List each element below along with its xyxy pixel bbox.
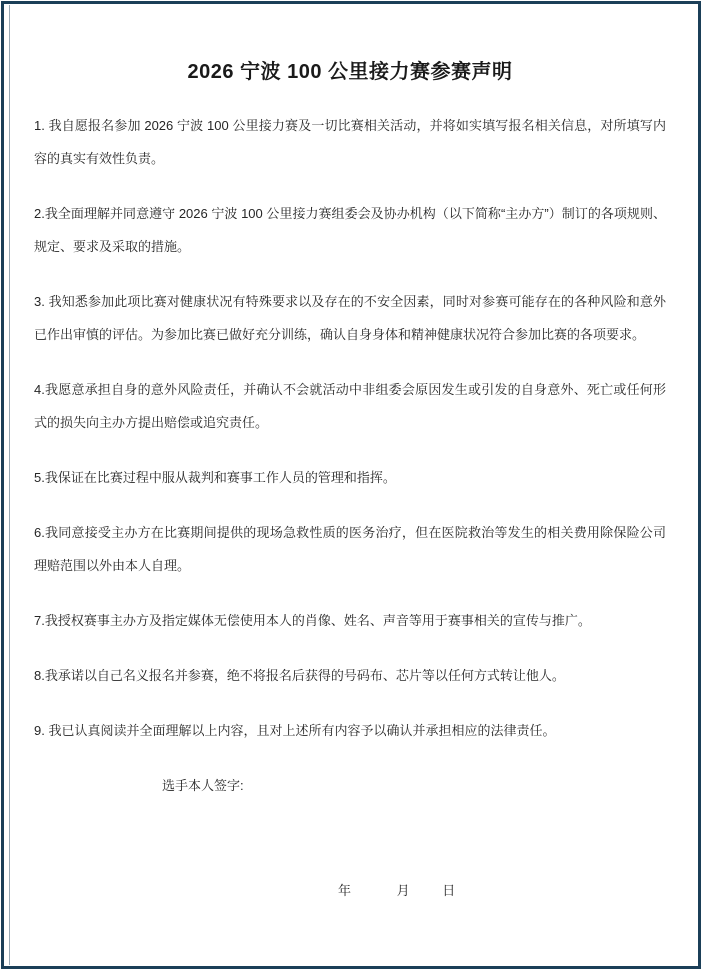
- declaration-paragraph: 9. 我已认真阅读并全面理解以上内容，且对上述所有内容予以确认并承担相应的法律责任。: [34, 723, 556, 738]
- date-day-label: 日: [442, 883, 456, 898]
- declaration-paragraph: 4.我愿意承担自身的意外风险责任，并确认不会就活动中非组委会原因发生或引发的自身意外、死亡或任何形式的损失向主办方提出赔偿或追究责任。: [34, 382, 666, 430]
- declaration-paragraph: 3. 我知悉参加此项比赛对健康状况有特殊要求以及存在的不安全因素，同时对参赛可能存在的各种风险和意外已作出审慎的评估。为参加比赛已做好充分训练，确认自身身体和精神健康状况符合参加比赛的各项要求。: [34, 294, 666, 342]
- date-year-label: 年: [338, 883, 352, 898]
- declaration-paragraph: 1. 我自愿报名参加 2026 宁波 100 公里接力赛及一切比赛相关活动，并将如实填写报名相关信息，对所填写内容的真实有效性负责。: [34, 118, 666, 166]
- declaration-paragraph: 2.我全面理解并同意遵守 2026 宁波 100 公里接力赛组委会及协办机构（以下简称“主办方”）制订的各项规则、规定、要求及采取的措施。: [34, 206, 666, 254]
- document-title: 2026 宁波 100 公里接力赛参赛声明: [187, 61, 513, 83]
- declaration-paragraph: 5.我保证在比赛过程中服从裁判和赛事工作人员的管理和指挥。: [34, 470, 396, 485]
- page-border: [1, 1, 701, 969]
- declaration-paragraph: 6.我同意接受主办方在比赛期间提供的现场急救性质的医务治疗，但在医院救治等发生的相关费用除保险公司理赔范围以外由本人自理。: [34, 525, 666, 573]
- date-line: [34, 874, 666, 907]
- declaration-paragraph: 8.我承诺以自己名义报名并参赛，绝不将报名后获得的号码布、芯片等以任何方式转让他人。: [34, 668, 565, 683]
- declaration-paragraph: 7.我授权赛事主办方及指定媒体无偿使用本人的肖像、姓名、声音等用于赛事相关的宣传与推广。: [34, 613, 591, 628]
- declaration-body: [34, 109, 666, 747]
- signature-label: 选手本人签字:: [162, 778, 244, 793]
- date-month-label: 月: [396, 883, 410, 898]
